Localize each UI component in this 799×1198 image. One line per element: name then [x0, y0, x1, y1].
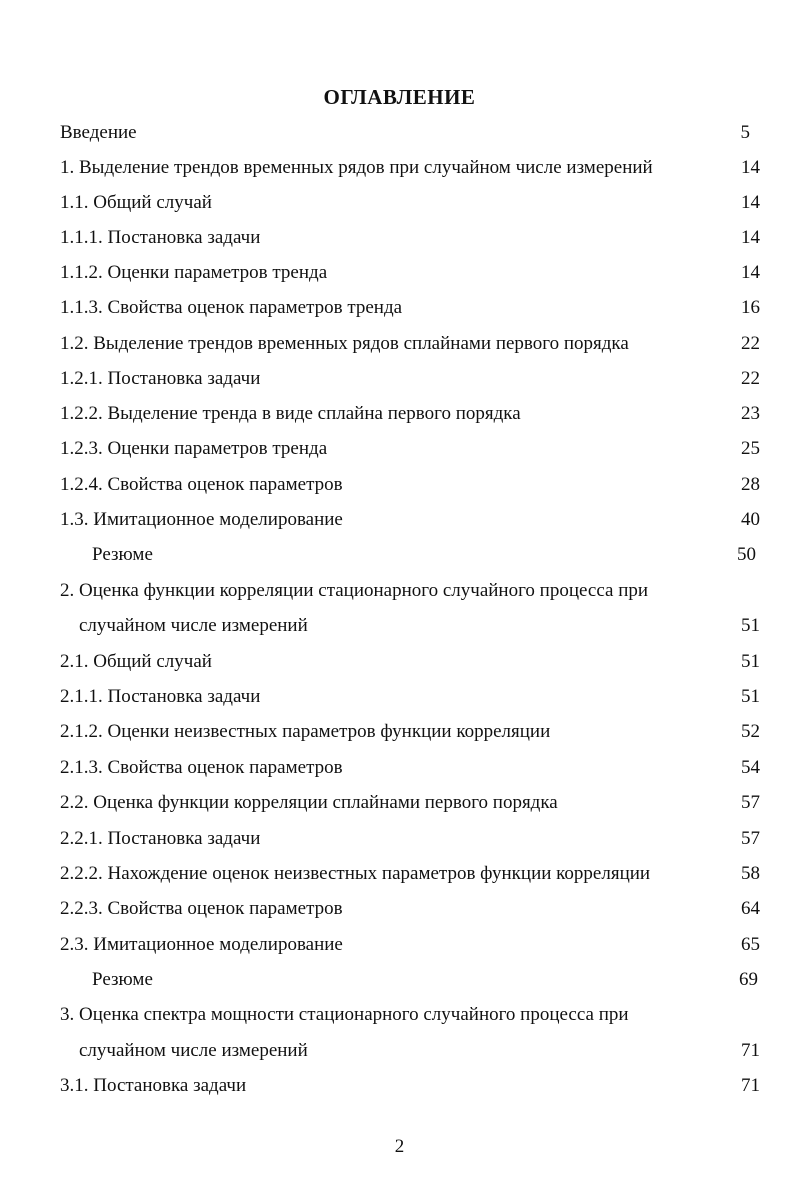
toc-entry — [60, 470, 762, 500]
toc-entry-page: 50 — [737, 544, 756, 565]
page-number: 2 — [394, 1136, 405, 1157]
toc-entry-page: 71 — [741, 1040, 760, 1061]
toc-entry-title: 1.1.3. Свойства оценок параметров тренда — [60, 297, 403, 318]
toc-entry-title: 1.3. Имитационное моделирование — [60, 509, 343, 530]
toc-entry-page: 16 — [741, 297, 760, 318]
toc-entry — [60, 505, 762, 535]
toc-entry-page: 57 — [741, 792, 760, 813]
toc-entry-title: Резюме — [92, 969, 153, 990]
toc-entry-page: 14 — [741, 227, 760, 248]
toc-entry-page: 23 — [741, 403, 760, 424]
toc-entry-title: Резюме — [92, 544, 153, 565]
toc-entry — [60, 647, 762, 677]
toc-entry-title: 3. Оценка спектра мощности стационарного случайного процесса при — [60, 1004, 629, 1025]
toc-entry-page: 54 — [741, 757, 760, 778]
toc-entry-title: Введение — [60, 122, 137, 143]
toc-entry-title: 1.2.1. Постановка задачи — [60, 368, 261, 389]
toc-entry — [60, 611, 762, 641]
toc-entry — [60, 824, 762, 854]
toc-entry-page: 69 — [739, 969, 758, 990]
toc-entry — [60, 682, 762, 712]
toc-entry-page: 52 — [741, 721, 760, 742]
toc-entry — [60, 258, 762, 288]
toc-entry-page: 14 — [741, 157, 760, 178]
toc-entry — [60, 788, 762, 818]
toc-entry — [60, 118, 762, 148]
toc-entry-title: 2.2. Оценка функции корреляции сплайнами первого порядка — [60, 792, 558, 813]
toc-entry-page: 14 — [741, 262, 760, 283]
toc-entry-title: 2.1.2. Оценки неизвестных параметров функции корреляции — [60, 721, 551, 742]
toc-entry-title: 2.2.1. Постановка задачи — [60, 828, 261, 849]
toc-entry — [60, 188, 762, 218]
toc-entry — [60, 399, 762, 429]
toc-entry-page: 51 — [741, 615, 760, 636]
toc-entry — [60, 894, 762, 924]
toc-entry — [60, 576, 762, 606]
toc-entry-title: случайном числе измерений — [79, 615, 308, 636]
toc-entry-page: 71 — [741, 1075, 760, 1096]
toc-entry-page: 57 — [741, 828, 760, 849]
toc-entry — [60, 223, 762, 253]
toc-entry — [60, 153, 762, 183]
toc-entry-title: 2.2.2. Нахождение оценок неизвестных параметров функции корреляции — [60, 863, 651, 884]
toc-entry-title: 1.2.2. Выделение тренда в виде сплайна первого порядка — [60, 403, 521, 424]
toc-entry-title: 1.2.4. Свойства оценок параметров — [60, 474, 343, 495]
toc-entry-page: 22 — [741, 333, 760, 354]
toc-entry-title: 1. Выделение трендов временных рядов при случайном числе измерений — [60, 157, 653, 178]
toc-entry — [60, 329, 762, 359]
toc-entry-title: 2.1.1. Постановка задачи — [60, 686, 261, 707]
toc-entry — [60, 434, 762, 464]
toc-entry-title: 2.2.3. Свойства оценок параметров — [60, 898, 343, 919]
toc-entry — [60, 1071, 762, 1101]
toc-entry — [60, 364, 762, 394]
toc-entry — [60, 965, 762, 995]
toc-entry — [60, 293, 762, 323]
toc-entry — [60, 930, 762, 960]
page-title: ОГЛАВЛЕНИЕ — [323, 85, 476, 109]
toc-entry — [60, 1000, 762, 1030]
toc-entry — [60, 753, 762, 783]
toc-entry-title: 2. Оценка функции корреляции стационарного случайного процесса при — [60, 580, 649, 601]
toc-entry-title: 2.3. Имитационное моделирование — [60, 934, 343, 955]
toc-entry — [60, 1036, 762, 1066]
toc-entry-title: случайном числе измерений — [79, 1040, 308, 1061]
toc-entry-page: 25 — [741, 438, 760, 459]
toc-entry-page: 14 — [741, 192, 760, 213]
toc-entry-title: 1.1. Общий случай — [60, 192, 212, 213]
toc-entry-page: 64 — [741, 898, 760, 919]
toc-entry-title: 2.1.3. Свойства оценок параметров — [60, 757, 343, 778]
toc-entry — [60, 717, 762, 747]
toc-entry-title: 1.2.3. Оценки параметров тренда — [60, 438, 328, 459]
toc-entry-title: 1.1.2. Оценки параметров тренда — [60, 262, 328, 283]
toc-entry — [60, 540, 762, 570]
toc-entry-page: 22 — [741, 368, 760, 389]
toc-entry-page: 28 — [741, 474, 760, 495]
toc-entry-page: 5 — [740, 122, 750, 143]
toc-entry-title: 3.1. Постановка задачи — [60, 1075, 247, 1096]
toc-entry-title: 2.1. Общий случай — [60, 651, 212, 672]
toc-entry-page: 58 — [741, 863, 760, 884]
toc-entry — [60, 859, 762, 889]
toc-entry-title: 1.2. Выделение трендов временных рядов сплайнами первого порядка — [60, 333, 629, 354]
toc-entry-page: 65 — [741, 934, 760, 955]
toc-entry-page: 40 — [741, 509, 760, 530]
toc-entry-title: 1.1.1. Постановка задачи — [60, 227, 261, 248]
toc-entry-page: 51 — [741, 686, 760, 707]
toc-entry-page: 51 — [741, 651, 760, 672]
